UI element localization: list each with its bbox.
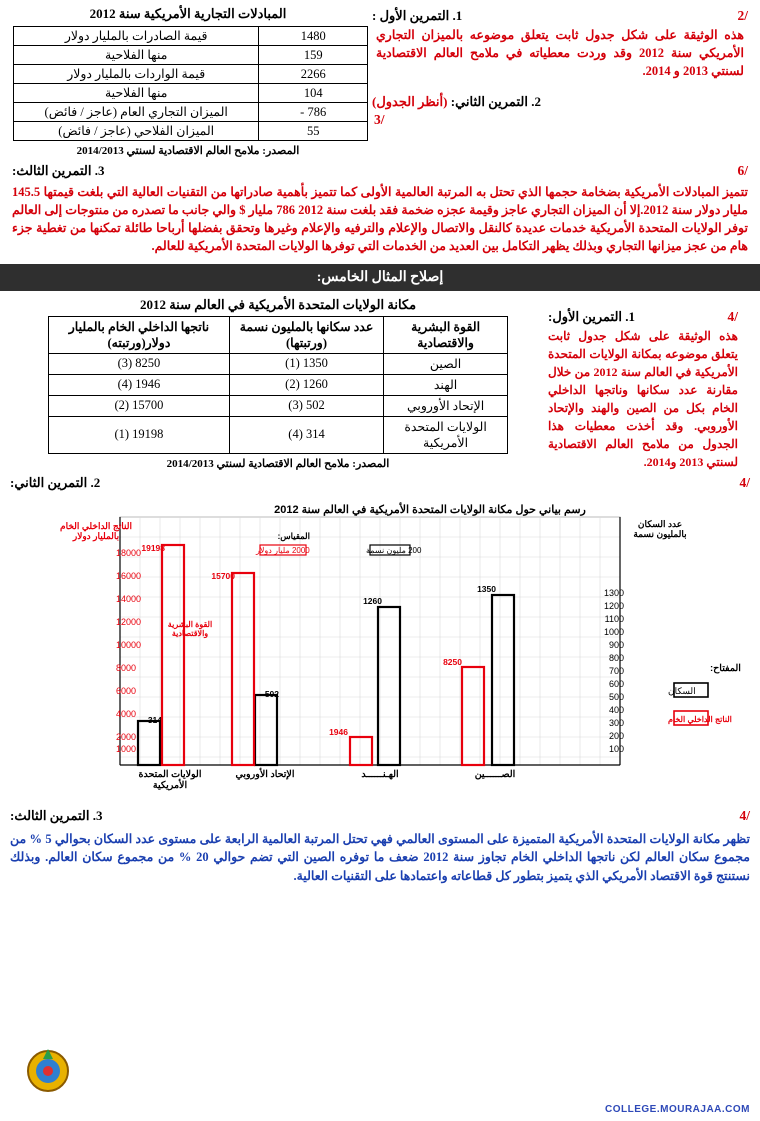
exercise-6-header [0,804,760,828]
svg-text:والاقتصادية: والاقتصادية [171,628,209,638]
svg-text:14000: 14000 [116,593,142,604]
cell-label: الميزان التجاري العام (عاجز / فائض) [14,103,259,122]
svg-text:1000: 1000 [603,626,624,637]
cell-country: الولايات المتحدة الأمريكية [384,416,508,453]
svg-text:100: 100 [608,743,624,754]
svg-text:المقياس:: المقياس: [277,530,310,541]
svg-text:الأمريكية: الأمريكية [152,779,188,791]
exercise-3-mark: /6 [737,163,748,178]
svg-text:1946: 1946 [329,726,348,737]
svg-text:18000: 18000 [116,547,142,558]
table-2-title: مكانة الولايات المتحدة الأمريكية في العالم سنة 2012 [139,296,417,312]
exercise-1-mark: /2 [737,8,748,23]
cell-value: 55 [259,122,368,141]
cell-label: قيمة الواردات بالمليار دولار [14,65,259,84]
exercise-1-answer: هذه الوثيقة على شكل جدول ثابت يتعلق موضوعه بالميزان التجاري الأمريكي سنة 2012 وقد وردت معطياته في ملامح العالم الاقتصادية لسنتي 2013 و 2014. [376,28,744,79]
svg-text:314: 314 [147,714,162,725]
school-emblem-icon [20,1043,76,1099]
svg-text:500: 500 [608,691,624,702]
cell-value: 104 [259,84,368,103]
section-banner: إصلاح المثال الخامس: [0,264,760,291]
usa-rank-table [48,316,508,454]
cell-value: 2266 [259,65,368,84]
table-1-source: المصدر: ملامح العالم الاقتصادية لسنتي 2014/2013 [76,145,300,157]
svg-text:600: 600 [608,678,624,689]
svg-text:400: 400 [608,704,624,715]
site-watermark: COLLEGE.MOURAJAA.COM [605,1104,750,1115]
cell-label: منها الفلاحية [14,84,259,103]
bar-chart [10,499,750,804]
svg-text:السكان: السكان [668,685,696,696]
exercise-3-answer: تتميز المبادلات الأمريكية بضخامة حجمها الذي تحتل به المرتبة العالمية الأولى كما تتميز بأهمية صادراتها من التقنيات العالية التي بلغت قيمتها 145.5 مليار دولار سنة 2012.إلا أن الميزان التجاري عاجز وقيمة عجزه ضخمة فقد بلغت سنة 2012 786 مليار $ والي جانب ما تصدره من منتوجات إلى العالم توفر الولايات المتحدة الأمريكية خدمات عديدة كالنقل والاتصال والإعلام والترفيه والإعلام وغيرها وتحقق بفضلها أرباحا طائلة تمكنها من تغطية جزء هام من عجز ميزانها التجاري وبذلك يظهر التكامل بين العديد من الخدمات التي توفرها الولايات المتحدة الأمريكية للعالم. [12,185,748,254]
header-cell: القوة البشرية والاقتصادية [384,316,508,353]
cell-gdp: 1946 (4) [49,374,230,395]
svg-text:16000: 16000 [116,570,142,581]
header-cell: عدد سكانها بالمليون نسمة (ورتبتها) [229,316,383,353]
exercise-3-header [0,157,760,181]
svg-text:الصــــــين: الصــــــين [474,768,516,780]
table-row [14,84,368,103]
cell-gdp: 15700 (2) [49,395,230,416]
svg-text:4000: 4000 [116,708,137,719]
svg-text:الهـنــــــد: الهـنــــــد [361,768,399,780]
cell-label: قيمة الصادرات بالمليار دولار [14,27,259,46]
svg-text:1000: 1000 [116,743,137,754]
section-two-text-block [548,297,738,471]
svg-text:10000: 10000 [116,639,142,650]
table-row [14,27,368,46]
svg-text:1350: 1350 [477,583,496,594]
svg-text:2000: 2000 [116,731,137,742]
cell-population: 1260 (2) [229,374,383,395]
table-row [49,353,508,374]
svg-text:6000: 6000 [116,685,137,696]
svg-text:300: 300 [608,717,624,728]
svg-text:1100: 1100 [604,613,624,624]
chart-svg [10,499,750,799]
svg-text:القوة البشرية: القوة البشرية [167,619,213,629]
exercise-5-mark: /4 [739,474,750,490]
svg-text:502: 502 [264,688,279,699]
table-1-title: المبادلات التجارية الأمريكية سنة 2012 [89,6,287,21]
cell-country: الإتحاد الأوروبي [384,395,508,416]
svg-text:8000: 8000 [116,662,137,673]
table-row [49,395,508,416]
svg-text:700: 700 [608,665,624,676]
trade-table [13,26,368,141]
cell-label: الميزان الفلاحي (عاجز / فائض) [14,122,259,141]
svg-text:15700: 15700 [211,570,235,581]
cell-value: 786 - [259,103,368,122]
exercise-6-answer: تظهر مكانة الولايات المتحدة الأمريكية المتميزة على المستوى العالمي فهي تحتل المرتبة العالمية الرابعة على مستوى عدد السكان بحوالي 5 % من مجموع سكان العالم لكن ناتجها الداخلي الخام تجاوز سنة 2012 ضعف ما توفره الصين التي تضم حوالي 20 % من مجموع سكان العالم. وبذلك نستنتج قوة الاقتصاد الأمريكي الذي يتميز بتطور كل قطاعاته واعتمادها على التقنيات العالية. [10,831,750,883]
section-one-table-block [8,6,368,157]
svg-text:بالمليون نسمة: بالمليون نسمة [633,528,687,539]
cell-gdp: 8250 (3) [49,353,230,374]
exercise-6-mark: /4 [739,807,750,823]
exercise-6-title: 3. التمرين الثالث: [10,807,103,823]
table-row [14,65,368,84]
exercise-5-header [0,471,760,495]
exercise-5-title: 2. التمرين الثاني: [10,474,101,490]
table-row [14,122,368,141]
exercise-2-title [372,94,541,110]
section-two-table-block [8,297,548,470]
svg-text:1260: 1260 [363,595,382,606]
exercise-2-answer: (أنظر الجدول) [372,94,448,110]
cell-country: الهند [384,374,508,395]
exercise-2-mark: /3 [374,112,385,128]
exercise-1-title: 1. التمرين الأول : [372,8,463,23]
svg-text:الناتج الداخلي الخام: الناتج الداخلي الخام [668,714,732,724]
svg-text:1300: 1300 [603,587,624,598]
header-cell: ناتجها الداخلي الخام بالمليار دولار(ورتبته) [49,316,230,353]
cell-population: 502 (3) [229,395,383,416]
svg-text:19198: 19198 [141,542,165,553]
svg-text:800: 800 [608,652,624,663]
svg-text:بالمليار دولار: بالمليار دولار [72,530,120,541]
exercise-4-answer: هذه الوثيقة على شكل جدول ثابت يتعلق موضوعه بمكانة الولايات المتحدة الأمريكية في العالم سنة 2012 من خلال مقارنة عدد سكانها وناتجها الداخلي الخام بكل من الصين والهند والإتحاد الأوروبي. وقد أخذت معطيات هذا الجدول من ملامح العالم الاقتصادية لسنتي 2013 و2014. [548,328,738,469]
svg-text:8250: 8250 [443,656,462,667]
svg-text:المفتاح:: المفتاح: [710,662,741,674]
table-row [14,103,368,122]
svg-text:الناتج الداخلي الخام: الناتج الداخلي الخام [60,520,132,531]
svg-text:الإتحاد الأوروبي: الإتحاد الأوروبي [235,768,295,780]
cell-value: 159 [259,46,368,65]
svg-text:رسم بياني حول مكانة الولايات ا: رسم بياني حول مكانة الولايات المتحدة الأمريكية في العالم سنة 2012 [274,503,586,516]
svg-text:200: 200 [608,730,624,741]
table-row [49,374,508,395]
svg-text:900: 900 [608,639,624,650]
cell-population: 314 (4) [229,416,383,453]
exercise-4-mark: /4 [727,308,738,324]
cell-value: 1480 [259,27,368,46]
svg-text:12000: 12000 [116,616,142,627]
cell-population: 1350 (1) [229,353,383,374]
exercise-4-title: 1. التمرين الأول: [548,308,636,324]
table-row [14,46,368,65]
svg-text:عدد السكان: عدد السكان [637,518,683,529]
table-2-source: المصدر: ملامح العالم الاقتصادية لسنتي 2014/2013 [166,457,390,470]
table-row [49,416,508,453]
svg-text:الولايات المتحدة: الولايات المتحدة [138,768,202,780]
section-two [0,297,760,471]
cell-gdp: 19198 (1) [49,416,230,453]
cell-label: منها الفلاحية [14,46,259,65]
svg-text:200 مليون نسمة: 200 مليون نسمة [366,545,422,555]
cell-country: الصين [384,353,508,374]
exercise-3-title: 3. التمرين الثالث: [12,163,105,178]
section-one-text-block [368,6,748,128]
table-header-row [49,316,508,353]
exercise-2-label: 2. التمرين الثاني: [450,94,541,110]
section-one [0,0,760,157]
svg-text:2000 مليار دولار: 2000 مليار دولار [256,545,310,555]
svg-text:1200: 1200 [603,600,624,611]
